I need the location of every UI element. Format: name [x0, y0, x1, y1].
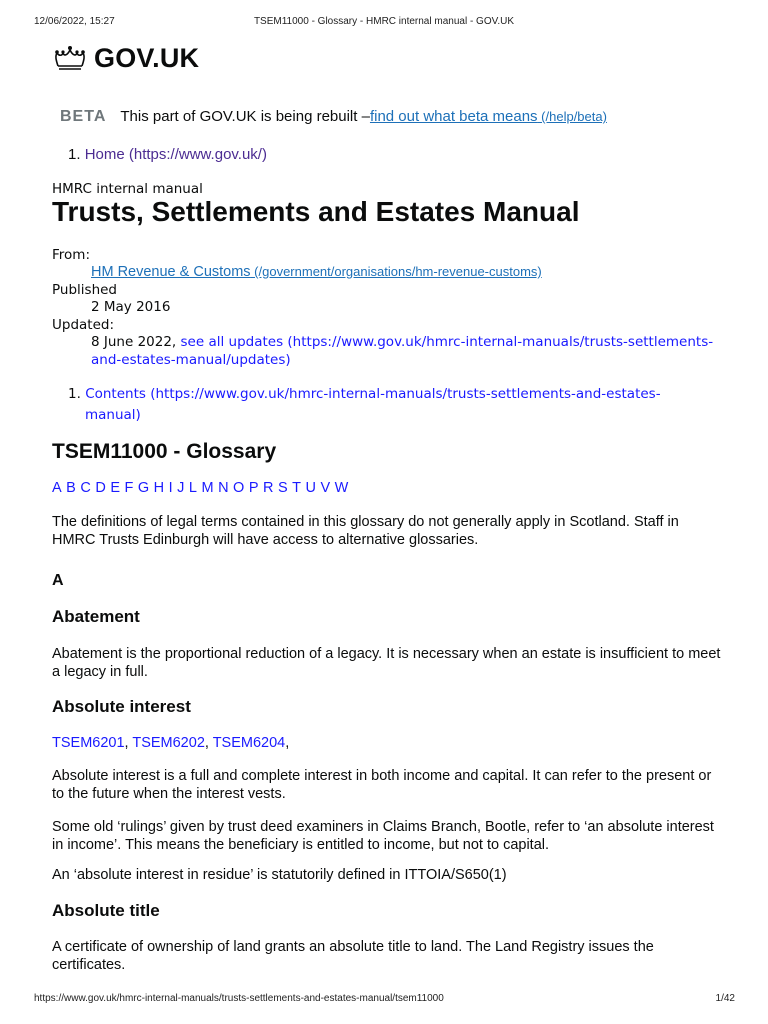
alphabet-link-e[interactable]: E: [110, 480, 120, 496]
breadcrumb-home-link[interactable]: Home (https://www.gov.uk/): [84, 146, 267, 163]
alphabet-link-g[interactable]: G: [137, 480, 150, 496]
see-all-updates-link-cont[interactable]: and-estates-manual/updates): [91, 352, 291, 368]
contents-item-cont: [68, 405, 708, 426]
logo-text: GOV.UK: [94, 42, 200, 73]
intro-paragraph: The definitions of legal terms contained in this glossary do not generally apply in Scotland. Staff in HMRC Trusts Edinburgh will have access to alternative glossaries.: [52, 514, 679, 548]
ref-link[interactable]: TSEM6204: [212, 735, 286, 751]
alphabet-link-l[interactable]: L: [188, 480, 197, 496]
alphabet-link-p[interactable]: P: [248, 480, 259, 496]
contents-number: 1.: [68, 386, 81, 402]
alphabet-link-b[interactable]: B: [66, 480, 76, 496]
published-label: Published: [52, 282, 117, 298]
alphabet-link-i[interactable]: I: [168, 480, 173, 496]
alphabet-link-t[interactable]: T: [292, 480, 302, 496]
alphabet-nav: [52, 480, 348, 496]
alphabet-link-v[interactable]: V: [320, 480, 331, 496]
letter-heading-a: A: [52, 572, 64, 589]
contents-link-cont[interactable]: manual): [85, 407, 141, 423]
print-page-number: 1/42: [715, 993, 735, 1004]
print-doc-title: TSEM11000 - Glossary - HMRC internal manual - GOV.UK: [253, 16, 515, 27]
crown-icon: [52, 44, 88, 72]
breadcrumb-number: 1.: [68, 146, 81, 163]
absolute-interest-para-2: Some old ‘rulings’ given by trust deed examiners in Claims Branch, Bootle, refer to ‘an absolute interest in income’. This means the beneficiary is entitled to income, but not to capital.: [52, 819, 714, 853]
beta-text: This part of GOV.UK is being rebuilt –: [120, 108, 370, 125]
alphabet-link-o[interactable]: O: [233, 480, 245, 496]
published-date: 2 May 2016: [91, 299, 171, 315]
updated-value: [91, 334, 713, 350]
absolute-interest-para-3: An ‘absolute interest in residue’ is statutorily defined in ITTOIA/S650(1): [52, 867, 507, 883]
term-heading-abatement: Abatement: [52, 607, 140, 626]
from-value: [91, 264, 542, 280]
see-all-updates-link[interactable]: see all updates (https://www.gov.uk/hmrc-internal-manuals/trusts-settlements-: [180, 334, 714, 350]
updated-date: 8 June 2022,: [91, 334, 181, 350]
alphabet-link-r[interactable]: R: [263, 480, 274, 496]
alphabet-link-a[interactable]: A: [52, 480, 62, 496]
alphabet-link-n[interactable]: N: [218, 480, 229, 496]
section-title: TSEM11000 - Glossary: [52, 440, 277, 463]
alphabet-link-m[interactable]: M: [201, 480, 214, 496]
contents-list: [68, 384, 708, 426]
organisation-link[interactable]: HM Revenue & Customs (/government/organisations/hm-revenue-customs): [91, 264, 542, 280]
term-heading-absolute-interest: Absolute interest: [52, 697, 191, 716]
updated-label: Updated:: [52, 317, 115, 333]
updated-value-cont: [91, 352, 291, 368]
alphabet-link-u[interactable]: U: [305, 480, 316, 496]
print-header: [0, 16, 768, 30]
absolute-interest-refs: TSEM6201, TSEM6202, TSEM6204,: [52, 735, 290, 751]
page-title: Trusts, Settlements and Estates Manual: [52, 196, 580, 227]
from-label: From:: [52, 247, 90, 263]
manual-caption: HMRC internal manual: [52, 181, 203, 197]
term-heading-absolute-title: Absolute title: [52, 901, 160, 920]
contents-link[interactable]: Contents (https://www.gov.uk/hmrc-internal-manuals/trusts-settlements-and-estates-: [85, 386, 661, 402]
beta-info-link[interactable]: find out what beta means (/help/beta): [369, 108, 607, 125]
ref-link[interactable]: TSEM6202: [132, 735, 205, 751]
alphabet-link-s[interactable]: S: [277, 480, 288, 496]
abatement-definition: Abatement is the proportional reduction of a legacy. It is necessary when an estate is insufficient to meet a legacy in full.: [52, 646, 721, 680]
alphabet-link-w[interactable]: W: [334, 480, 349, 496]
print-footer-url: https://www.gov.uk/hmrc-internal-manuals/trusts-settlements-and-estates-manual/tsem11000: [34, 993, 444, 1004]
beta-tag: BETA: [60, 108, 107, 125]
breadcrumb: [68, 146, 267, 163]
contents-item: [68, 384, 708, 405]
govuk-logo[interactable]: [52, 42, 199, 74]
print-datetime: 12/06/2022, 15:27: [34, 16, 115, 27]
absolute-title-definition: A certificate of ownership of land grants an absolute title to land. The Land Registry issues the certificates.: [52, 939, 654, 973]
alphabet-link-c[interactable]: C: [80, 480, 91, 496]
alphabet-link-j[interactable]: J: [177, 480, 185, 496]
absolute-interest-para-1: Absolute interest is a full and complete interest in both income and capital. It can refer to the present or to the future when the interest vests.: [52, 768, 712, 802]
beta-banner: [60, 108, 607, 126]
alphabet-link-f[interactable]: F: [124, 480, 134, 496]
alphabet-link-h[interactable]: H: [153, 480, 165, 496]
ref-link[interactable]: TSEM6201: [52, 735, 125, 751]
alphabet-link-d[interactable]: D: [95, 480, 106, 496]
